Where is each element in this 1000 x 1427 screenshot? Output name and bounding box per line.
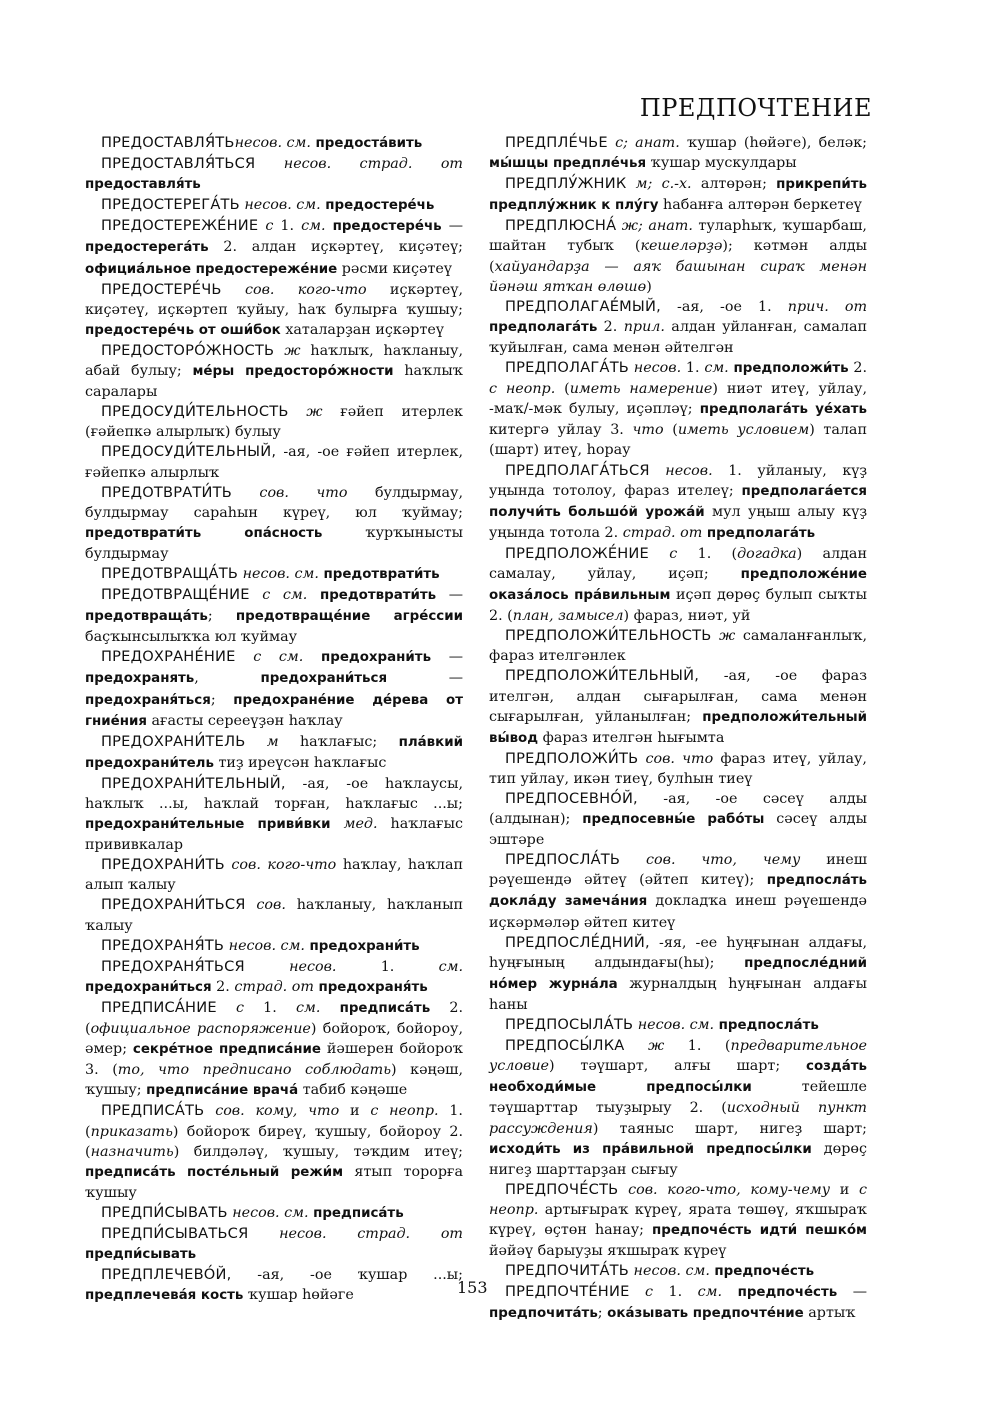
grammar-note: сов. кого-что <box>221 281 367 298</box>
translation-text: туларһыҡ, ҡушарбаш, шайтан тубыҡ ( <box>489 218 867 255</box>
translation-text: һаҡлағыс; <box>278 733 399 750</box>
dictionary-entry <box>85 895 463 935</box>
translation-text: ) <box>646 278 652 295</box>
russian-example: предоставля́ть <box>85 177 201 193</box>
grammar-note: что <box>632 422 664 439</box>
dictionary-entry <box>85 855 463 895</box>
translation-text: журналдың һуңғынан алдағы һаны <box>489 975 868 1013</box>
translation-text: дөрөҫ нигеҙ шарттарҙан сығыу <box>489 1140 867 1178</box>
translation-text: 1. ( <box>687 1038 731 1055</box>
entry-headword: ПРЕДПОЛАГАЕ́МЫЙ, <box>505 297 661 315</box>
russian-example: предпоче́сть идти́ пешко́м <box>651 1222 868 1238</box>
russian-example: предплечева́я кость <box>85 1288 244 1304</box>
dictionary-entry <box>489 1015 867 1036</box>
dictionary-entry <box>85 195 463 216</box>
translation-text: тейешле тәүшарттар тыуҙырыу 2. ( <box>489 1079 867 1117</box>
russian-example: предотвраща́ть <box>85 609 208 625</box>
translation-text: 1. <box>280 218 302 235</box>
russian-example: предполага́ть <box>706 525 816 541</box>
russian-example: предполага́ть <box>489 319 598 335</box>
grammar-note: сов. кого-что, кому-чему <box>618 1181 831 1198</box>
russian-example: предохрани́ть <box>309 938 420 954</box>
translation-text: 1. уйланыу, күҙ уңында тотолоу, фараз ителеү; <box>489 462 868 499</box>
left-column <box>85 133 463 1306</box>
grammar-note: сов. кому, что <box>204 1103 340 1120</box>
russian-example: предположи́тельный вы́вод <box>489 709 867 746</box>
grammar-note: несов. см. <box>238 565 324 582</box>
dictionary-entry <box>85 133 463 154</box>
grammar-note: несов. см. <box>224 937 310 954</box>
entry-headword: ПРЕДОХРАНИ́ТЬСЯ <box>101 896 246 914</box>
russian-example: предпочита́ть <box>489 1306 598 1322</box>
grammar-note: сов. кого-что <box>224 857 337 874</box>
russian-example: предположи́ть <box>733 361 849 377</box>
grammar-note: назначить <box>90 1143 174 1160</box>
grammar-note: сов. что, чему <box>620 852 801 869</box>
dictionary-entry <box>489 174 867 216</box>
grammar-note: с неопр. <box>489 381 556 398</box>
grammar-note: ж <box>624 1038 688 1055</box>
russian-example: предохране́ние де́рева от гние́ния <box>85 692 463 729</box>
translation-text: 2. <box>848 360 868 377</box>
translation-text: — <box>837 1284 867 1301</box>
translation-text: -ая, -ое 1. <box>660 298 788 315</box>
entry-headword: ПРЕДПИСА́ТЬ <box>101 1102 205 1120</box>
entry-headword: ПРЕДОХРАНИ́ТЕЛЬНЫЙ, <box>101 774 286 792</box>
entry-headword: ПРЕДПОЛОЖИ́ТЕЛЬНЫЙ, <box>505 667 700 685</box>
grammar-note: сов. что <box>231 484 348 501</box>
russian-example: предохрани́ть <box>320 650 432 666</box>
entry-headword: ПРЕДПОЛОЖИ́ТЬ <box>505 749 639 767</box>
grammar-note: несов. см. <box>239 197 326 214</box>
russian-example: прикрепи́ть предплу́жник к плу́гу <box>489 177 867 214</box>
russian-example: предостере́чь <box>325 198 435 214</box>
translation-text: артығыраҡ күреү, ярата төшөү, яҡшыраҡ күреү, өҫтөн һанау; <box>489 1201 867 1238</box>
translation-text: ) тәүшарт, алғы шарт; <box>549 1058 806 1075</box>
russian-example: предписа́ть <box>339 1000 431 1016</box>
grammar-note: ж <box>274 342 301 359</box>
dictionary-entry <box>85 483 463 564</box>
entry-headword: ПРЕДПОСЫ́ЛКА <box>505 1037 625 1055</box>
translation-text: иҫәп дөрөҫ булып сыҡты 2. ( <box>489 587 868 625</box>
entry-headword: ПРЕДОСТАВЛЯ́ТЬ <box>101 134 235 151</box>
translation-text: -ая, -ое ҡушар ...ы; <box>231 1267 463 1284</box>
translation-text: 1. <box>263 999 296 1016</box>
grammar-note: страд. от <box>622 524 707 541</box>
translation-text: 2. <box>597 318 624 335</box>
russian-example: предполага́ть уе́хать <box>699 402 867 418</box>
grammar-note: приказать <box>90 1123 173 1140</box>
translation-text: и <box>339 1103 371 1120</box>
entry-headword: ПРЕДОСТЕРЕГА́ТЬ <box>101 196 240 214</box>
grammar-note: м; с.-х. <box>626 176 692 193</box>
entry-headword: ПРЕДОСТОРО́ЖНОСТЬ <box>101 341 275 359</box>
translation-text: ҡушар мускулдары <box>646 155 797 172</box>
right-column <box>489 133 867 1324</box>
grammar-note: прич. от <box>787 298 868 315</box>
dictionary-entry <box>85 585 463 647</box>
russian-example: мы́шцы предпле́чья <box>489 156 647 172</box>
translation-text: һабанға алтөрән беркетеү <box>658 197 862 214</box>
entry-headword: ПРЕДОСУДИ́ТЕЛЬНЫЙ, <box>101 443 277 461</box>
entry-headword: ПРЕДПОСЫЛА́ТЬ <box>505 1016 634 1034</box>
translation-text: 1. ( <box>85 1103 463 1140</box>
grammar-note: догадка <box>737 545 797 562</box>
translation-text: ( <box>555 381 570 398</box>
translation-text: хаталарҙан иҫкәртеү <box>280 321 444 338</box>
translation-text: ; <box>207 608 236 625</box>
translation-text: 1. <box>336 958 439 975</box>
translation-text: сәсеү алды эштәре <box>489 811 867 849</box>
russian-example: ока́зывать предпочте́ние <box>607 1306 804 1322</box>
dictionary-entry <box>85 564 463 585</box>
russian-example: предписа́ть посте́льный режи́м <box>85 1164 344 1180</box>
grammar-note: с неопр. <box>489 1181 867 1218</box>
translation-text: -ая, -ое фараз ителгән, алдан сығарылған, сама менән сығарылған, уйланылған; <box>489 668 867 725</box>
russian-example: предпосла́ть докла́ду замеча́ния <box>489 873 867 910</box>
grammar-note: несов. страд. от <box>248 1225 463 1242</box>
translation-text: ҡурҡынысты булдырмау <box>85 524 463 562</box>
grammar-note: несов. см. <box>227 1204 314 1221</box>
dictionary-entry <box>85 936 463 957</box>
dictionary-entry <box>85 1203 463 1224</box>
grammar-note: официальное распоряжение <box>90 1021 311 1038</box>
entry-headword: ПРЕДОСТАВЛЯ́ТЬСЯ <box>101 155 256 173</box>
russian-example: официа́льное предостереже́ние <box>85 261 338 277</box>
dictionary-entry <box>489 666 867 748</box>
dictionary-entry <box>489 933 867 1015</box>
translation-text: һаҡлыҡ саралары <box>85 363 464 401</box>
russian-example: предохраня́ть <box>318 979 428 995</box>
translation-text: китергә уйлау 3. <box>489 422 633 439</box>
grammar-note: см. <box>438 958 463 975</box>
grammar-note: ж <box>711 628 736 645</box>
dictionary-entry <box>489 789 867 850</box>
translation-text: 1. <box>668 1284 698 1301</box>
russian-example: предостере́чь от оши́бок <box>85 322 281 338</box>
translation-text: һаҡланыу, һаҡланып ҡалыу <box>85 897 464 934</box>
entry-headword: ПРЕДОТВРАЩЕ́НИЕ <box>101 586 250 604</box>
translation-text: 2. ( <box>85 999 463 1038</box>
dictionary-entry <box>489 850 867 932</box>
translation-text: иҫкәртеү, киҫәтеү, иҫкәртеп ҡуйыу, һаҡ булырға ҡушыу; <box>85 281 464 318</box>
entry-headword: ПРЕДПЛЕ́ЧЬЕ <box>505 134 608 151</box>
translation-text: йәйәү барыуҙы яҡшыраҡ күреү <box>489 1243 727 1260</box>
translation-text: фараз итеү, уйлау, тип уйлау, икән тиеү, булһын тиеү <box>489 750 867 787</box>
translation-text: ҡушар (һөйәге), беләк; <box>679 135 867 151</box>
russian-example: предохрани́ться <box>260 671 388 687</box>
grammar-note: с; анат. <box>607 135 680 151</box>
dictionary-entry <box>489 1282 867 1324</box>
grammar-note: несов. <box>649 462 713 479</box>
entry-headword: ПРЕДОСУДИ́ТЕЛЬНОСТЬ <box>101 403 289 421</box>
dictionary-entry <box>85 216 463 279</box>
russian-example: предостере́чь <box>332 219 442 235</box>
russian-example: предохраня́ться <box>85 692 211 708</box>
translation-text: -ая, -ое һаҡлаусы, һаҡлыҡ ...ы, һаҡлай торған, һаҡлағыс ...ы; <box>85 775 463 812</box>
translation-text: -ая, -ое ғәйеп итерлек, ғәйепкә алырлыҡ <box>85 444 463 481</box>
entry-headword: ПРЕДПОЧЕ́СТЬ <box>505 1180 619 1198</box>
translation-text: ағасты серееүҙән һаҡлау <box>146 712 343 729</box>
entry-headword: ПРЕДПЛУ́ЖНИК <box>505 175 627 193</box>
entry-headword: ПРЕДОТВРАТИ́ТЬ <box>101 483 232 501</box>
translation-text: 1. ( <box>697 545 738 562</box>
entry-headword: ПРЕДОХРАНЯ́ТЬ <box>101 936 225 954</box>
translation-text: 2. алдан иҫкәртеү, киҫәтеү; <box>208 239 463 256</box>
translation-text: докладҡа инеш рәүешендә иҫкәрмәләр әйтеп китеү <box>489 893 867 931</box>
russian-example: предпоче́сть <box>737 1285 838 1301</box>
russian-example: предотвраще́ние агре́ссии <box>235 609 463 625</box>
grammar-note: с см. <box>235 649 321 666</box>
russian-example: предоста́вить <box>315 136 423 151</box>
grammar-note: с <box>648 545 698 562</box>
russian-example: предпосевны́е рабо́ты <box>582 812 765 828</box>
grammar-note: несов. <box>629 360 682 377</box>
grammar-note: исходный пункт рассуждения <box>489 1100 867 1137</box>
grammar-note: сов. что <box>638 750 714 767</box>
dictionary-entry <box>85 154 463 195</box>
grammar-note: иметь намерение <box>569 381 713 398</box>
dictionary-entry <box>489 1261 867 1282</box>
russian-example: предписа́ние врача́ <box>146 1083 299 1099</box>
dictionary-entry <box>489 216 867 296</box>
entry-headword: ПРЕДОХРАНИ́ТЕЛЬ <box>101 732 246 750</box>
dictionary-entry <box>85 647 463 731</box>
entry-headword: ПРЕДОХРАНИ́ТЬ <box>101 856 225 874</box>
translation-text: — <box>431 649 464 666</box>
translation-text: ) кәңәш, ҡушыу; <box>85 1062 464 1099</box>
grammar-note: с <box>216 999 264 1016</box>
grammar-note: кешеләрҙә <box>640 238 723 255</box>
translation-text: инеш рәүешендә әйтеү (әйтеп китеү); <box>489 852 868 889</box>
translation-text: , <box>194 670 261 687</box>
dictionary-entry <box>85 442 463 482</box>
russian-example: секре́тное предписа́ние <box>132 1042 322 1058</box>
grammar-note: несов. см. <box>633 1017 719 1034</box>
translation-text: 1. <box>681 360 705 377</box>
translation-text: булдырмау, булдырмау сараһын күреү, юл ҡуймау; <box>85 484 463 521</box>
dictionary-entry <box>85 1265 463 1306</box>
grammar-note: несов. страд. от <box>255 156 463 173</box>
translation-text: һаҡлыҡ, һаҡланыу, абай булыу; <box>85 342 463 380</box>
translation-text: ятып торорға ҡушыу <box>85 1163 463 1201</box>
translation-text: баҫҡынсылыҡҡа юл ҡуймау <box>85 629 298 646</box>
translation-text: мул уңыш алыу күҙ уңында тотола 2. <box>489 503 867 541</box>
dictionary-entry <box>489 749 867 789</box>
entry-headword: ПРЕДПОСЛА́ТЬ <box>505 851 621 869</box>
entry-headword: ПРЕДПОСЛЕ́ДНИЙ, <box>505 933 650 951</box>
grammar-note: см. <box>296 999 340 1016</box>
grammar-note: с <box>629 1284 669 1301</box>
dictionary-entry <box>85 1101 463 1202</box>
grammar-note: с см. <box>249 587 320 604</box>
translation-text: ( <box>663 422 678 439</box>
translation-text: — <box>387 670 463 687</box>
translation-text: алтөрән; <box>691 176 777 193</box>
entry-headword: ПРЕДОСТЕРЕ́ЧЬ <box>101 280 222 298</box>
grammar-note: несов. см. <box>629 1263 715 1280</box>
translation-text: һаҡлағыс прививкалар <box>85 816 463 854</box>
dictionary-entry <box>489 461 867 544</box>
translation-text: ; <box>210 691 234 708</box>
russian-example: созда́ть необходи́мые предпосы́лки <box>489 1059 867 1096</box>
entry-headword: ПРЕДПОЛАГА́ТЬ <box>505 359 630 377</box>
russian-example: предпоче́сть <box>714 1264 815 1280</box>
entry-headword: ПРЕДПОСЕВНО́Й, <box>505 790 638 807</box>
grammar-note: с <box>258 218 281 235</box>
translation-text: -яя, -ее һуңғынан алдағы, һуңғының алдындағы(һы); <box>489 934 867 971</box>
entry-headword: ПРЕДОХРАНЕ́НИЕ <box>101 648 236 666</box>
translation-text: и <box>830 1181 859 1198</box>
russian-example: ме́ры предосторо́жности <box>192 364 394 380</box>
grammar-note: ж; анат. <box>616 218 693 235</box>
translation-text: ; <box>597 1305 608 1322</box>
dictionary-entry <box>489 626 867 666</box>
translation-text: самаланғанлыҡ, фараз ителгәнлек <box>489 628 867 665</box>
entry-headword: ПРЕДПОЛОЖИ́ТЕЛЬНОСТЬ <box>505 627 712 645</box>
grammar-note: предварительное условие <box>489 1038 867 1075</box>
translation-text: -ая, -ое сәсеү алды (алдынан); <box>489 791 867 828</box>
translation-text: алдан уйланған, самалап ҡуйылған, сама менән әйтелгән <box>489 318 867 356</box>
russian-example: пла́вкий предохрани́тель <box>85 734 463 771</box>
dictionary-entry <box>489 358 867 460</box>
grammar-note: см. <box>697 1284 738 1301</box>
dictionary-entry <box>85 280 463 341</box>
russian-example: предпи́сывать <box>85 1247 197 1263</box>
russian-example: исходи́ть из пра́вильной предпосы́лки <box>489 1141 812 1157</box>
grammar-note: м <box>245 733 279 750</box>
grammar-note: см. <box>704 360 734 377</box>
translation-text: ); кәтмән алды ( <box>489 238 868 275</box>
grammar-note: с неопр. <box>370 1103 439 1120</box>
entry-headword: ПРЕДПОЧТЕ́НИЕ <box>505 1283 630 1301</box>
dictionary-entry <box>85 774 463 855</box>
translation-text: фараз ителгән һығымта <box>538 729 725 746</box>
russian-example: предполага́ется получи́ть большо́й урожа́й <box>489 483 867 520</box>
translation-text: һаҡлау, һаҡлап алып ҡалыу <box>85 857 464 894</box>
grammar-note: мед. <box>330 816 378 833</box>
translation-text: йәшерен бойороҡ 3. ( <box>85 1041 463 1079</box>
russian-example: предпосла́ть <box>718 1018 819 1034</box>
russian-example: предпосле́дний но́мер журна́ла <box>489 955 867 992</box>
translation-text: ) талап (шарт) итеү, һорау <box>489 422 867 459</box>
dictionary-entry <box>489 544 867 626</box>
entry-headword: ПРЕДПИ́СЫВАТЬСЯ <box>101 1224 249 1242</box>
translation-text: артыҡ <box>803 1305 856 1322</box>
entry-headword: ПРЕДПОЧИТА́ТЬ <box>505 1262 630 1280</box>
entry-headword: ПРЕДОХРАНЯ́ТЬСЯ <box>101 957 245 975</box>
russian-example: предохрани́тельные приви́вки <box>85 817 331 833</box>
translation-text: — <box>441 218 463 235</box>
dictionary-entry <box>489 133 867 174</box>
translation-text: ) бойороҡ, бойороу, әмер; <box>85 1021 464 1058</box>
translation-text: табиб кәңәше <box>298 1082 408 1099</box>
russian-example: предотврати́ть <box>319 588 437 604</box>
entry-headword: ПРЕДОТВРАЩА́ТЬ <box>101 564 239 582</box>
grammar-note: план, замысел <box>512 608 624 625</box>
translation-text: ҡушар һөйәге <box>243 1287 354 1304</box>
dictionary-entry <box>85 957 463 998</box>
translation-text: рәсми киҫәтеү <box>337 260 452 277</box>
dictionary-entry <box>489 1180 867 1261</box>
translation-text: тиҙ иреүсән һаҡлағыс <box>213 754 387 771</box>
translation-text: ) фараз, ниәт, уй <box>623 608 751 625</box>
dictionary-entry <box>85 1224 463 1265</box>
entry-headword: ПРЕДОСТЕРЕЖЕ́НИЕ <box>101 217 259 235</box>
russian-example: предотврати́ть <box>323 566 440 582</box>
page-number: 153 <box>457 1278 488 1297</box>
russian-example: предписа́ть <box>313 1205 404 1221</box>
dictionary-entry <box>489 1036 867 1180</box>
grammar-note: иметь условием <box>677 422 810 439</box>
dictionary-entry <box>85 998 463 1101</box>
entry-headword: ПРЕДПОЛОЖЕ́НИЕ <box>505 544 649 562</box>
translation-text: ғәйеп итерлек (ғәйепкә алырлыҡ) булыу <box>85 404 463 441</box>
entry-headword: ПРЕДПИ́СЫВАТЬ <box>101 1203 228 1221</box>
grammar-note: см. <box>301 218 333 235</box>
dictionary-entry <box>85 732 463 774</box>
running-head: ПРЕДПОЧТЕНИЕ <box>639 94 872 122</box>
translation-text: 2. <box>211 978 235 995</box>
dictionary-entry <box>85 402 463 442</box>
russian-example: предохрани́ться <box>85 979 212 995</box>
grammar-note: несов. <box>244 958 337 975</box>
dictionary-entry <box>489 297 867 358</box>
entry-headword: ПРЕДПЛЕЧЕВО́Й, <box>101 1266 232 1284</box>
grammar-note: страд. от <box>234 978 319 995</box>
grammar-note: то, что предписано соблюдать <box>117 1062 392 1079</box>
russian-example: предохранять <box>85 671 195 687</box>
russian-example: предостерега́ть <box>85 240 209 256</box>
grammar-note: хайуандарҙа — аяҡ башынан сираҡ менән йәнәш ятҡан өлөшө <box>489 258 867 295</box>
translation-text: ) алдан самалау, уйлау, иҫәп; <box>489 545 867 582</box>
russian-example: предположе́ние оказа́лось пра́вильным <box>489 566 867 604</box>
translation-text: ) ниәт итеү, уйлау, -маҡ/-мәк булыу, иҫәпләү; <box>489 381 867 418</box>
dictionary-entry <box>85 341 463 402</box>
grammar-note: ж <box>288 404 323 421</box>
grammar-note: несов. см. <box>234 135 316 151</box>
translation-text: ) билдәләү, ҡушыу, тәҡдим итеү; <box>173 1143 463 1160</box>
russian-example: предотврати́ть опа́сность <box>85 525 323 541</box>
grammar-note: прил. <box>623 318 665 335</box>
grammar-note: сов. <box>245 897 286 914</box>
entry-headword: ПРЕДПИСА́НИЕ <box>101 998 217 1016</box>
translation-text: ) бойороҡ биреү, ҡушыу, бойороу 2. ( <box>85 1123 463 1160</box>
entry-headword: ПРЕДПЛЮСНА́ <box>505 217 617 235</box>
translation-text: ) таяныс шарт, нигеҙ шарт; <box>592 1120 867 1137</box>
translation-text: — <box>436 587 464 604</box>
entry-headword: ПРЕДПОЛАГА́ТЬСЯ <box>505 461 650 479</box>
